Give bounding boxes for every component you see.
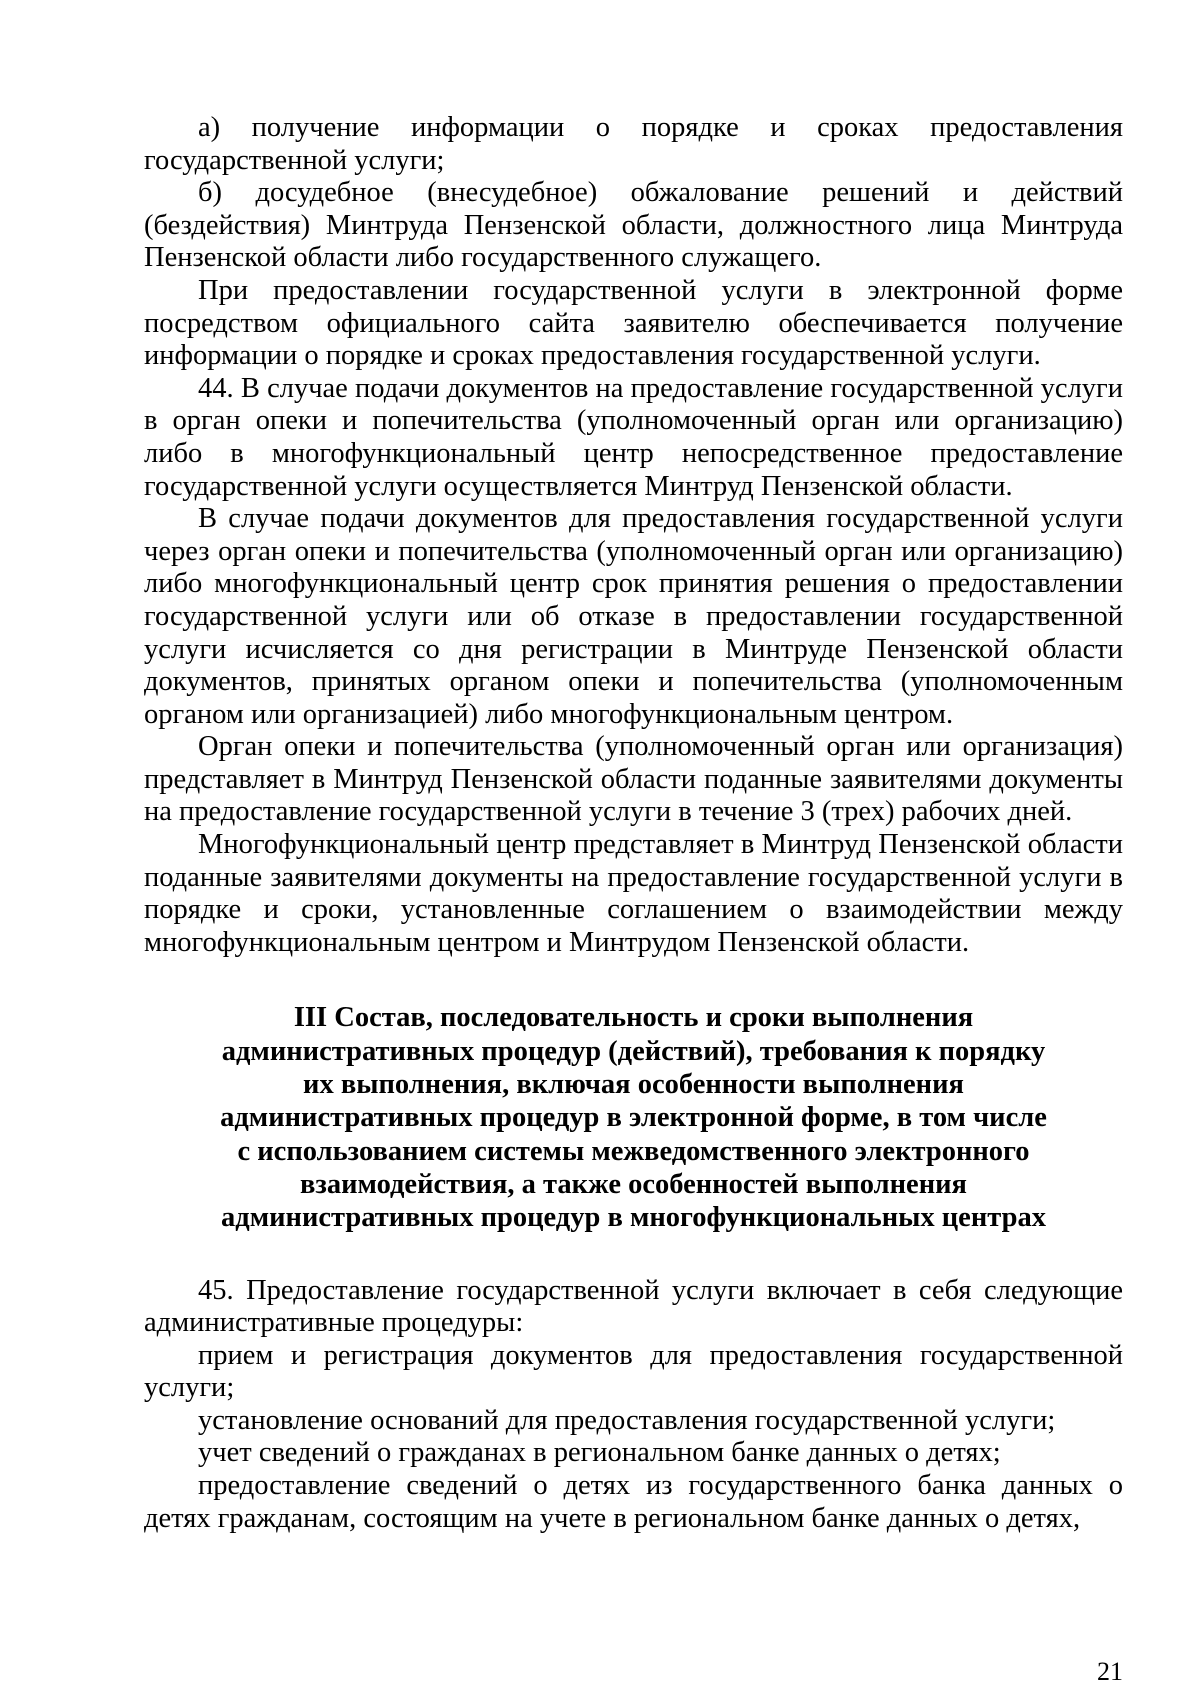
paragraph-electronic-form: При предоставлении государственной услуги в электронной форме посредством официального сайта заявителю обеспечивается получение информации о порядке и сроках предоставления государственной услуги. — [144, 274, 1123, 372]
section-heading-line: административных процедур (действий), требования к порядку — [221, 1035, 1046, 1067]
section-heading-line: взаимодействия, а также особенностей выполнения — [300, 1168, 967, 1200]
section-heading-line: административных процедур в электронной форме, в том числе — [220, 1102, 1047, 1134]
paragraph-44-deadline: В случае подачи документов для предоставления государственной услуги через орган опеки и попечительства (уполномоченный орган или организацию) либо многофункциональный центр срок принятия решения о предоставлении государственной услуги или об отказе в предоставлении государственной услуги исчисляется со дня регистрации в Минтруде Пензенской области документов, принятых органом опеки и попечительства (уполномоченным органом или организацией) либо многофункциональным центром. — [144, 503, 1123, 730]
section-heading-line: с использованием системы межведомственного электронного — [237, 1135, 1030, 1167]
procedure-item: прием и регистрация документов для предоставления государственной услуги; — [144, 1339, 1123, 1404]
paragraph-45: 45. Предоставление государственной услуги включает в себя следующие административные процедуры: — [144, 1274, 1123, 1339]
section-heading-line: III Состав, последовательность и сроки выполнения — [293, 1002, 974, 1034]
section-heading-line: их выполнения, включая особенности выполнения — [303, 1069, 964, 1101]
paragraph-44: 44. В случае подачи документов на предоставление государственной услуги в орган опеки и попечительства (уполномоченный орган или организацию) либо в многофункциональный центр непосредственное предоставление государственной услуги осуществляется Минтруд Пензенской области. — [144, 372, 1123, 502]
page-body — [144, 112, 1123, 1535]
paragraph-item-b: б) досудебное (внесудебное) обжалование решений и действий (бездействия) Минтруда Пензенской области, должностного лица Минтруда Пензенской области либо государственного служащего. — [144, 177, 1123, 274]
procedure-item: предоставление сведений о детях из государственного банка данных о детях гражданам, состоящим на учете в региональном банке данных о детях, — [144, 1470, 1123, 1534]
procedure-item: учет сведений о гражданах в региональном банке данных о детях; — [198, 1437, 1001, 1469]
section-heading — [204, 1001, 1064, 1234]
page-number: 21 — [1097, 1657, 1123, 1686]
paragraph-44-mfc: Многофункциональный центр представляет в Минтруд Пензенской области поданные заявителями документы на предоставление государственной услуги в порядке и сроки, установленные соглашением о взаимодействии между многофункциональным центром и Минтрудом Пензенской области. — [144, 829, 1123, 958]
section-heading-line: административных процедур в многофункциональных центрах — [221, 1202, 1046, 1234]
paragraph-44-guardianship: Орган опеки и попечительства (уполномоченный орган или организация) представляет в Минтруд Пензенской области поданные заявителями документы на предоставление государственной услуги в течение 3 (трех) рабочих дней. — [144, 731, 1123, 828]
procedure-item: установление оснований для предоставления государственной услуги; — [198, 1404, 1056, 1436]
paragraph-item-a: а) получение информации о порядке и сроках предоставления государственной услуги; — [144, 112, 1123, 176]
